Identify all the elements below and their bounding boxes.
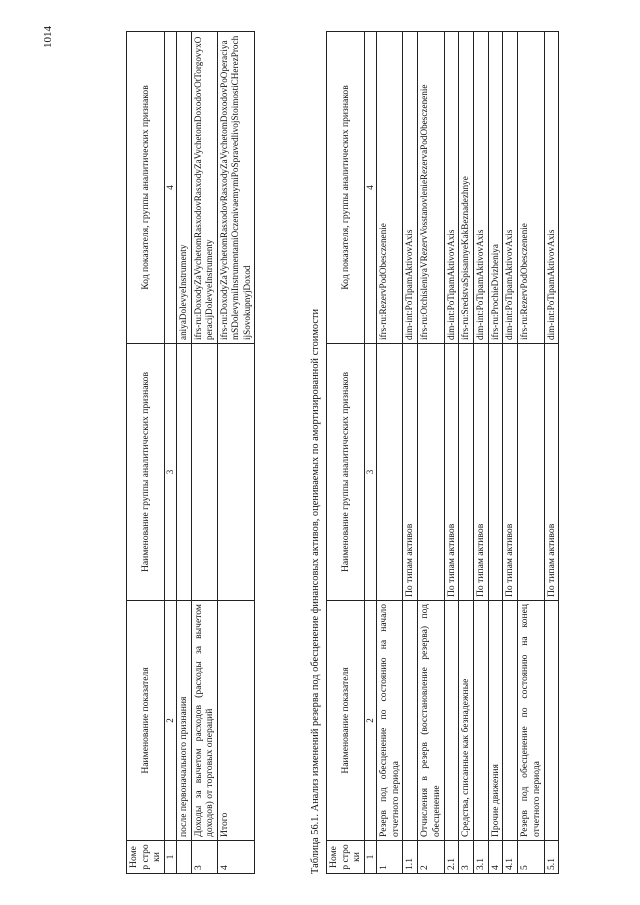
indicator-code: dim-int:PoTipamAktivovAxis <box>403 32 418 344</box>
indicator-code: dim-int:PoTipamAktivovAxis <box>474 32 489 344</box>
table-2 <box>326 32 559 874</box>
indicator-name: Средства, списанные как безнадежные <box>459 601 474 841</box>
indicator-code: dim-int:PoTipamAktivovAxis <box>544 32 559 344</box>
indicator-code: ifrs-ru:RezervPodObesczenenie <box>518 32 544 344</box>
indicator-code: ifrs-ru:DoxodyZaVychetomRasxodovRasxodyZaVychetomDoxodovOtTorgovyxOperacijDolevyeInstrumenty <box>191 32 217 344</box>
indicator-name <box>544 601 559 841</box>
table-row <box>544 32 559 874</box>
rotated-page <box>40 22 600 882</box>
indicator-code: ifrs-ru:SredstvaSpisannyeKakBeznadezhnye <box>459 32 474 344</box>
table-1-column-numbers <box>165 32 177 874</box>
table-2-column-numbers <box>365 32 377 874</box>
table-1-header-row <box>127 32 165 874</box>
table-row <box>459 32 474 874</box>
column-number: 1 <box>365 841 377 874</box>
header-row-number: Номер строки <box>127 841 165 874</box>
indicator-name <box>403 601 418 841</box>
header-code: Код показателя, группы аналитических признаков <box>327 32 365 344</box>
indicator-code: ifrs-ru:RezervPodObesczenenie <box>377 32 403 344</box>
table-row <box>503 32 518 874</box>
header-indicator-name: Наименование показателя <box>127 601 165 841</box>
group-name: По типам активов <box>444 344 459 601</box>
indicator-name: Резерв под обесценение по состоянию на конец отчетного периода <box>518 601 544 841</box>
page-number: 1014 <box>42 26 54 48</box>
row-number: 5.1 <box>544 841 559 874</box>
column-number: 1 <box>165 841 177 874</box>
column-number: 2 <box>165 601 177 841</box>
indicator-code: ifrs-ru:DoxodyZaVychetomRasxodovRasxodyZaVychetomDoxodovPoOperaciyamSDolevymiInstrumentamiOczenivaemymiPoSpravedlivojStoimostiCHerezProchijSovokupnyjDoxod <box>218 32 255 344</box>
header-code: Код показателя, группы аналитических признаков <box>127 32 165 344</box>
group-name <box>488 344 503 601</box>
row-number: 1.1 <box>403 841 418 874</box>
indicator-name: после первоначального признания <box>177 601 192 841</box>
indicator-code: ifrs-ru:ProchieDvizheniya <box>488 32 503 344</box>
column-number: 3 <box>165 344 177 601</box>
group-name <box>459 344 474 601</box>
indicator-name <box>474 601 489 841</box>
group-name <box>191 344 217 601</box>
row-number: 3.1 <box>474 841 489 874</box>
row-number: 4 <box>488 841 503 874</box>
row-number: 2.1 <box>444 841 459 874</box>
indicator-name <box>503 601 518 841</box>
header-row-number: Номер строки <box>327 841 365 874</box>
table-row <box>403 32 418 874</box>
table-row <box>518 32 544 874</box>
row-number: 2 <box>418 841 444 874</box>
group-name: По типам активов <box>474 344 489 601</box>
table-row <box>218 32 255 874</box>
table-1 <box>126 32 255 874</box>
indicator-name: Резерв под обесценение по состоянию на начало отчетного периода <box>377 601 403 841</box>
row-number: 4.1 <box>503 841 518 874</box>
indicator-name: Итого <box>218 601 255 841</box>
indicator-name: Прочие движения <box>488 601 503 841</box>
table-row <box>488 32 503 874</box>
indicator-name <box>444 601 459 841</box>
row-number: 4 <box>218 841 255 874</box>
indicator-code: ifrs-ru:OtchisleniyaVRezervVosstanovlenieRezervaPodObesczenenie <box>418 32 444 344</box>
group-name <box>418 344 444 601</box>
group-name: По типам активов <box>403 344 418 601</box>
row-number: 5 <box>518 841 544 874</box>
header-group-name: Наименование группы аналитических признаков <box>327 344 365 601</box>
group-name: По типам активов <box>544 344 559 601</box>
table-row <box>191 32 217 874</box>
header-group-name: Наименование группы аналитических признаков <box>127 344 165 601</box>
group-name: По типам активов <box>503 344 518 601</box>
table-row <box>418 32 444 874</box>
indicator-code: dim-int:PoTipamAktivovAxis <box>503 32 518 344</box>
indicator-code: dim-int:PoTipamAktivovAxis <box>444 32 459 344</box>
indicator-name: Доходы за вычетом расходов (расходы за вычетом доходов) от торговых операций <box>191 601 217 841</box>
indicator-name: Отчисления в резерв (восстановление резерва) под обесценение <box>418 601 444 841</box>
table-row <box>474 32 489 874</box>
table-2-header-row <box>327 32 365 874</box>
group-name <box>518 344 544 601</box>
indicator-code: aniyaDolevyeInstrumenty <box>177 32 192 344</box>
table-row <box>377 32 403 874</box>
column-number: 3 <box>365 344 377 601</box>
group-name <box>177 344 192 601</box>
row-number <box>177 841 192 874</box>
column-number: 4 <box>365 32 377 344</box>
column-number: 2 <box>365 601 377 841</box>
group-name <box>377 344 403 601</box>
group-name <box>218 344 255 601</box>
table-caption: Таблица 56.1. Анализ изменений резерва под обесценение финансовых активов, оцениваемых по амортизированной стоимости <box>310 308 321 874</box>
row-number: 3 <box>459 841 474 874</box>
table-row <box>177 32 192 874</box>
header-indicator-name: Наименование показателя <box>327 601 365 841</box>
row-number: 1 <box>377 841 403 874</box>
table-row <box>444 32 459 874</box>
row-number: 3 <box>191 841 217 874</box>
column-number: 4 <box>165 32 177 344</box>
